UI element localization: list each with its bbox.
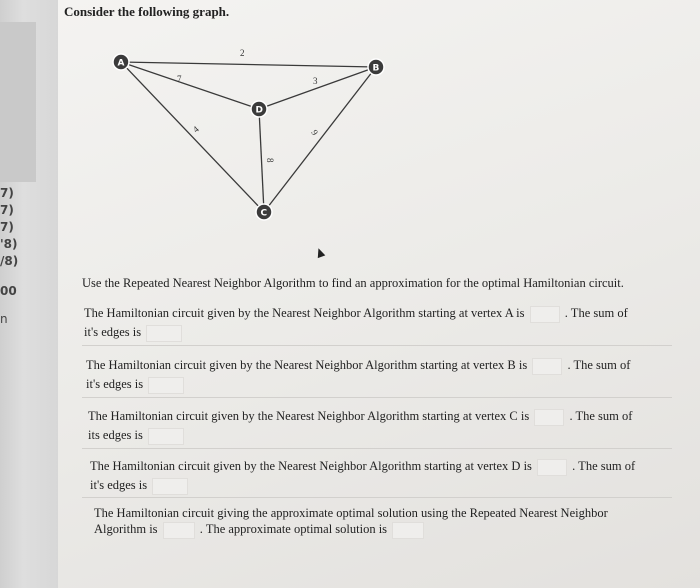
divider [82, 345, 672, 346]
question-text: The Hamiltonian circuit given by the Nearest Neighbor Algorithm starting at vertex A is [84, 306, 525, 320]
sum-b-input[interactable] [148, 377, 184, 394]
instruction-text: Use the Repeated Nearest Neighbor Algorithm to find an approximation for the optimal Hamiltonian circuit. [82, 276, 624, 290]
page-title: Consider the following graph. [64, 4, 230, 19]
sum-label: . The sum of [567, 358, 631, 372]
divider [82, 497, 672, 498]
weight-ab: 2 [240, 48, 245, 58]
final-solution-label: . The approximate optimal solution is [199, 522, 388, 536]
question-text: The Hamiltonian circuit given by the Nearest Neighbor Algorithm starting at vertex D is [90, 459, 532, 473]
rail-text: 00 [0, 284, 17, 298]
weight-bc: 9 [309, 128, 321, 137]
edge-ab [121, 62, 376, 67]
final-question [94, 505, 684, 539]
node-c [256, 204, 272, 220]
edge-db [259, 67, 376, 109]
weight-db: 3 [313, 76, 318, 86]
final-algorithm-label: Algorithm is [94, 522, 158, 536]
edges-label: it's edges is [84, 325, 142, 339]
sum-label: . The sum of [564, 306, 628, 320]
optimal-solution-input[interactable] [392, 522, 424, 539]
svg-text:D: D [255, 105, 263, 116]
weight-ac: 4 [190, 123, 201, 135]
rail-text: /8) [0, 254, 19, 268]
edge-ad [121, 62, 259, 109]
svg-text:A: A [117, 58, 125, 69]
sum-label: . The sum of [572, 459, 636, 473]
question-text: The Hamiltonian circuit given by the Nearest Neighbor Algorithm starting at vertex C is [88, 409, 530, 423]
circuit-a-input[interactable] [530, 306, 560, 323]
question-a [84, 304, 684, 342]
weight-ad: 7 [177, 74, 182, 84]
question-c [88, 407, 688, 445]
question-d [90, 457, 690, 495]
edge-bc [264, 67, 376, 212]
rail-text: '8) [0, 237, 18, 251]
node-a [113, 54, 129, 70]
question-text: The Hamiltonian circuit given by the Nearest Neighbor Algorithm starting at vertex B is [86, 358, 528, 372]
node-d [251, 101, 267, 117]
circuit-d-input[interactable] [537, 459, 567, 476]
rail-text: n [0, 312, 8, 326]
sum-label: . The sum of [569, 409, 633, 423]
sum-a-input[interactable] [146, 325, 182, 342]
edges-label: it's edges is [86, 377, 144, 391]
sum-d-input[interactable] [152, 478, 188, 495]
final-text: The Hamiltonian circuit giving the approximate optimal solution using the Repeated Nearest Neighbor [94, 506, 608, 520]
sum-c-input[interactable] [148, 428, 184, 445]
edge-dc [259, 109, 264, 212]
optimal-circuit-input[interactable] [163, 522, 195, 539]
rail-text: 7) [0, 220, 14, 234]
rail-text: 7) [0, 186, 14, 200]
weight-dc: 8 [265, 158, 275, 163]
rail-text: 7) [0, 203, 14, 217]
circuit-c-input[interactable] [534, 409, 564, 426]
edges-label: it's edges is [90, 478, 148, 492]
divider [82, 397, 672, 398]
divider [82, 448, 672, 449]
svg-text:B: B [372, 63, 380, 74]
circuit-b-input[interactable] [532, 358, 562, 375]
svg-text:C: C [260, 208, 268, 219]
node-b [368, 59, 384, 75]
question-b [86, 356, 686, 394]
edges-label: its edges is [88, 428, 143, 442]
edge-ac [121, 62, 264, 212]
graph-figure [0, 0, 700, 270]
